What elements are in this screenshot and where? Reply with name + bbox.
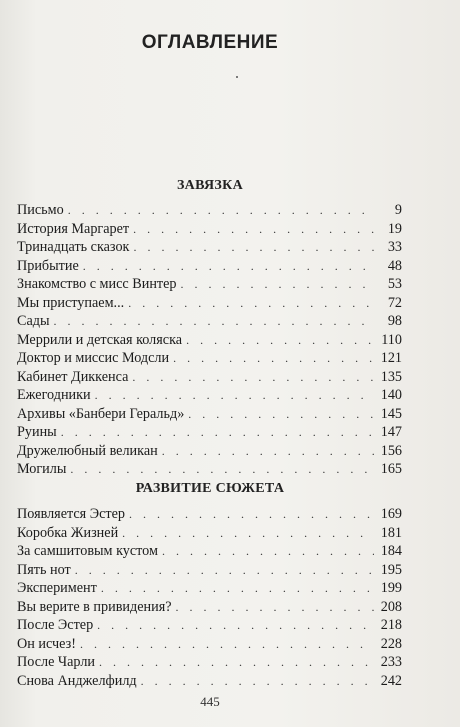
toc-entry-page: 218 — [380, 617, 402, 633]
dot-leader — [186, 331, 374, 350]
dot-leader — [101, 579, 374, 598]
toc-entry — [17, 442, 402, 461]
print-speck — [236, 76, 238, 78]
toc-entry — [17, 312, 402, 331]
toc-entry-title: Эксперимент — [17, 580, 97, 596]
toc-entry — [17, 201, 402, 220]
dot-leader — [188, 405, 374, 424]
toc-entry-title: Дружелюбный великан — [17, 442, 158, 459]
toc-entry-page: 181 — [380, 524, 402, 541]
toc-entry-page: 147 — [380, 424, 402, 440]
toc-entry-title: Сады — [17, 313, 50, 329]
section-heading-2: РАЗВИТИЕ СЮЖЕТА — [135, 481, 285, 496]
toc-entry — [17, 635, 402, 654]
dot-leader — [61, 423, 374, 442]
toc-entry — [17, 616, 402, 635]
toc-entry-title: Меррили и детская коляска — [17, 331, 183, 348]
toc-entry — [17, 542, 402, 561]
toc-entry-title: За самшитовым кустом — [17, 543, 158, 559]
dot-leader — [132, 368, 374, 387]
dot-leader — [95, 386, 374, 405]
dot-leader — [54, 312, 374, 331]
section-heading-1: ЗАВЯЗКА — [176, 178, 243, 193]
toc-entry-title: Доктор и миссис Модсли — [17, 350, 170, 366]
dot-leader — [75, 561, 374, 580]
toc-entry — [17, 238, 402, 257]
toc-entry-title: Архивы «Банбери Геральд» — [17, 405, 185, 422]
toc-list-2 — [17, 505, 402, 690]
dot-leader — [133, 238, 374, 257]
dot-leader — [162, 442, 374, 461]
toc-entry-title: Письмо — [17, 202, 64, 218]
toc-entry — [17, 331, 402, 350]
toc-entry-page: 72 — [387, 294, 402, 311]
toc-entry-title: Кабинет Диккенса — [17, 368, 129, 385]
toc-entry-page: 140 — [380, 387, 402, 403]
toc-entry-page: 242 — [380, 672, 402, 689]
toc-entry-page: 228 — [380, 635, 402, 652]
toc-entry-page: 19 — [387, 220, 402, 237]
toc-entry-page: 121 — [380, 350, 402, 366]
toc-entry — [17, 386, 402, 405]
toc-entry-title: Мы приступаем... — [17, 294, 125, 311]
dot-leader — [122, 524, 374, 543]
toc-entry-title: После Чарли — [17, 654, 96, 670]
toc-entry — [17, 561, 402, 580]
toc-entry-page: 48 — [387, 257, 402, 274]
toc-entry — [17, 672, 402, 691]
toc-entry-page: 165 — [380, 461, 402, 477]
toc-entry — [17, 257, 402, 276]
toc-entry-page: 199 — [380, 580, 402, 596]
toc-entry-page: 169 — [380, 506, 402, 522]
toc-entry-page: 110 — [381, 331, 402, 348]
page-number: 445 — [200, 694, 220, 709]
toc-entry — [17, 598, 402, 617]
dot-leader — [97, 616, 374, 635]
toc-entry — [17, 349, 402, 368]
toc-entry — [17, 220, 402, 239]
toc-entry-title: Ежегодники — [17, 387, 91, 403]
toc-entry-title: Тринадцать сказок — [17, 239, 130, 255]
dot-leader — [128, 294, 374, 313]
toc-entry-title: Он исчез! — [17, 635, 76, 652]
toc-entry — [17, 505, 402, 524]
toc-entry-title: Снова Анджелфилд — [17, 672, 137, 689]
toc-entry — [17, 294, 402, 313]
toc-entry — [17, 524, 402, 543]
toc-entry-page: 145 — [380, 405, 402, 422]
dot-leader — [181, 275, 374, 294]
toc-entry-title: История Маргарет — [17, 220, 130, 237]
dot-leader — [129, 505, 374, 524]
toc-entry-title: Руины — [17, 424, 57, 440]
toc-entry-page: 233 — [380, 654, 402, 670]
toc-entry-title: Появляется Эстер — [17, 506, 126, 522]
toc-entry — [17, 405, 402, 424]
toc-entry-page: 53 — [387, 276, 402, 292]
toc-entry-title: Коробка Жизней — [17, 524, 119, 541]
toc-entry-page: 33 — [387, 239, 402, 255]
toc-entry — [17, 579, 402, 598]
toc-entry-title: Прибытие — [17, 257, 79, 274]
dot-leader — [162, 542, 374, 561]
dot-leader — [83, 257, 374, 276]
toc-entry-page: 195 — [380, 561, 402, 578]
toc-entry — [17, 653, 402, 672]
toc-entry-page: 208 — [380, 598, 402, 615]
dot-leader — [99, 653, 374, 672]
dot-leader — [70, 460, 374, 479]
toc-entry-page: 135 — [380, 368, 402, 385]
toc-entry-page: 9 — [394, 202, 402, 218]
toc-entry — [17, 423, 402, 442]
toc-entry — [17, 460, 402, 479]
toc-entry-title: Вы верите в привидения? — [17, 598, 172, 615]
toc-entry — [17, 368, 402, 387]
toc-entry — [17, 275, 402, 294]
toc-entry-title: Знакомство с мисс Винтер — [17, 276, 177, 292]
toc-entry-title: Пять нот — [17, 561, 71, 578]
dot-leader — [141, 672, 374, 691]
page-title: ОГЛАВЛЕНИЕ — [141, 32, 279, 53]
toc-entry-title: Могилы — [17, 461, 67, 477]
toc-entry-page: 184 — [380, 543, 402, 559]
dot-leader — [80, 635, 374, 654]
dot-leader — [68, 201, 374, 220]
dot-leader — [173, 349, 374, 368]
dot-leader — [176, 598, 374, 617]
toc-entry-page: 156 — [380, 442, 402, 459]
dot-leader — [133, 220, 374, 239]
toc-list-1 — [17, 201, 402, 479]
toc-entry-page: 98 — [387, 313, 402, 329]
toc-entry-title: После Эстер — [17, 617, 94, 633]
